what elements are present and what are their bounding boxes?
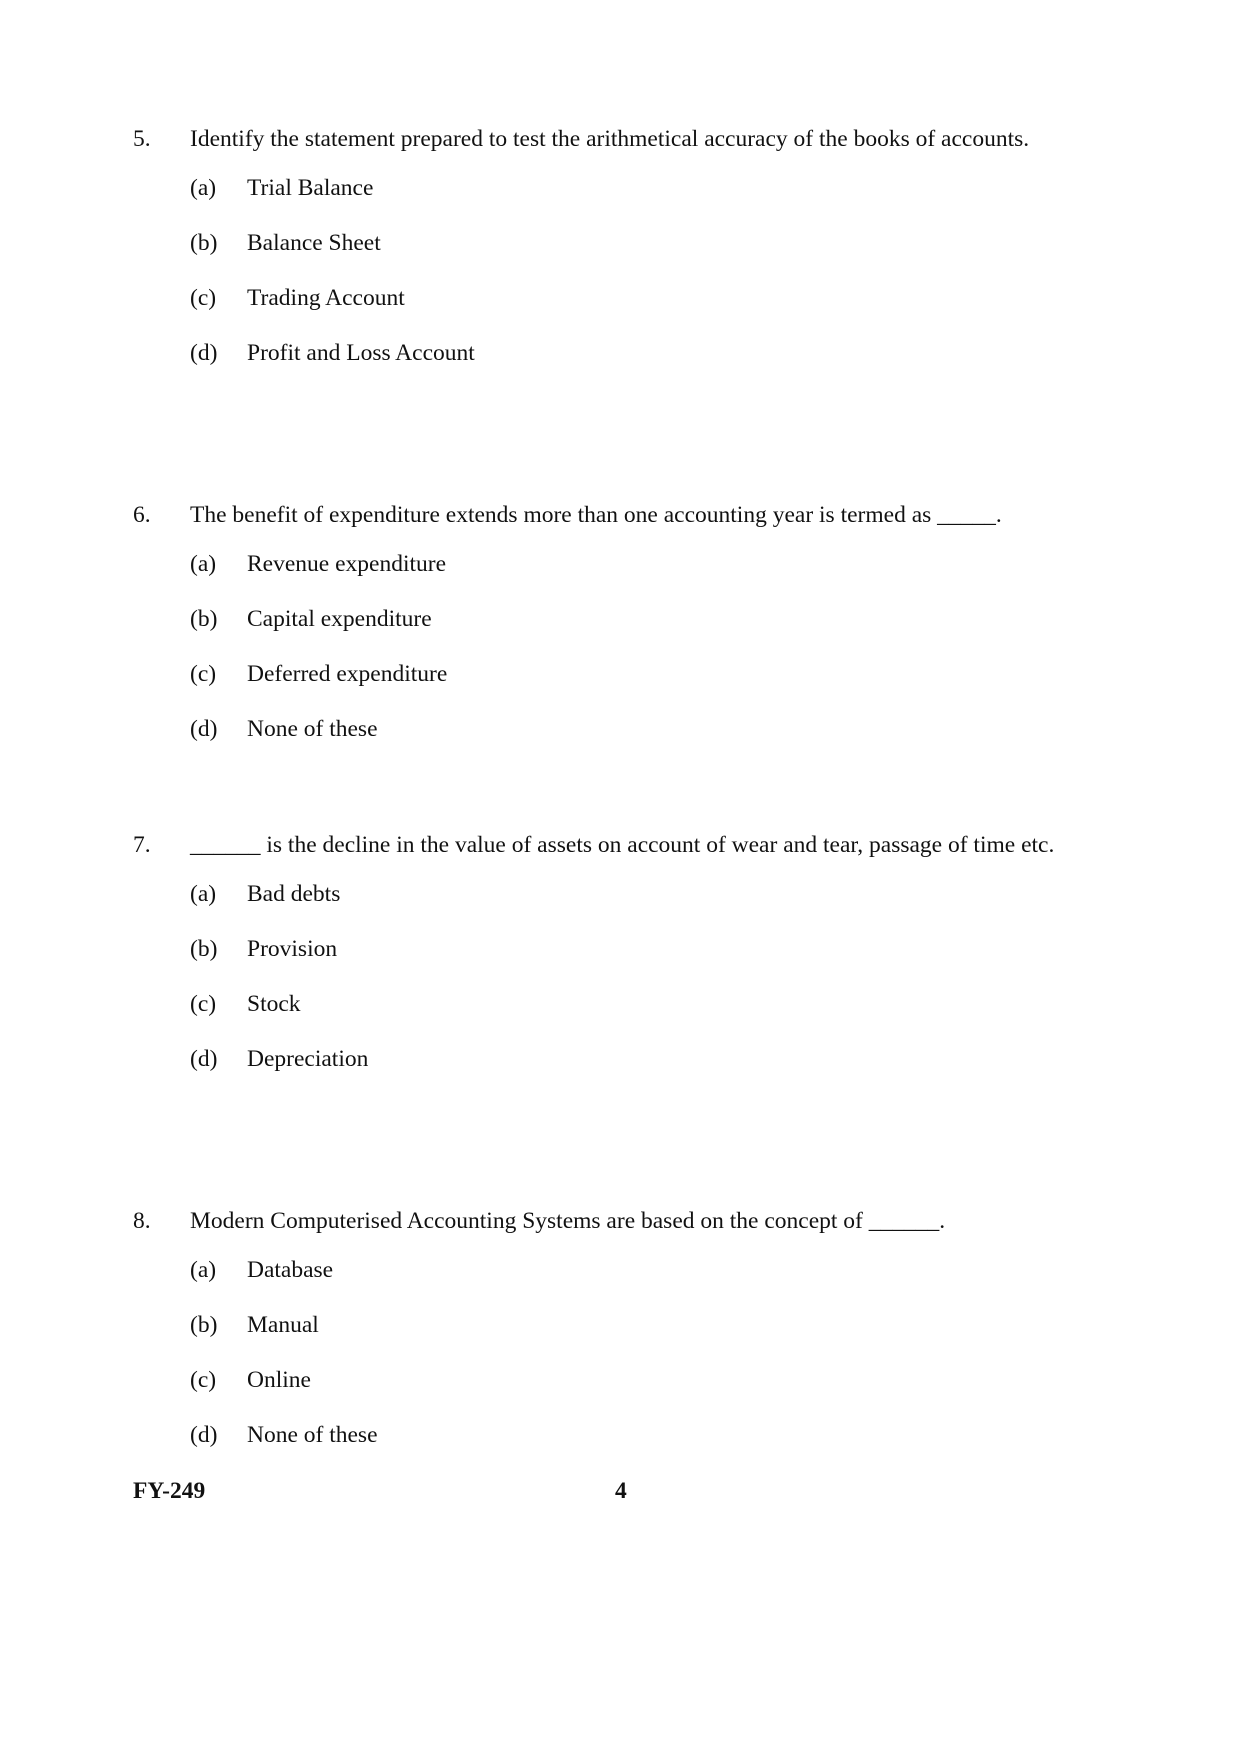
option-text: Database [247,1257,334,1283]
option-b [190,1309,1078,1364]
option-text: Capital expenditure [247,606,432,632]
question-number: 6. [133,502,151,528]
option-a [190,548,1078,603]
option-label: (b) [190,936,218,962]
option-d [190,337,1078,392]
option-b [190,603,1078,658]
paper-code: FY-249 [133,1478,206,1504]
option-text: Bad debts [247,881,341,907]
option-text: Depreciation [247,1046,369,1072]
option-text: Stock [247,991,301,1017]
option-d [190,1043,1078,1098]
option-text: None of these [247,1422,378,1448]
question-stem [133,1199,1078,1243]
option-text: Manual [247,1312,319,1338]
option-text: Revenue expenditure [247,551,447,577]
option-d [190,1419,1078,1474]
option-text: Trial Balance [247,175,374,201]
option-c [190,988,1078,1043]
question-number: 7. [133,832,151,858]
option-label: (d) [190,1422,218,1448]
option-text: None of these [247,716,378,742]
option-a [190,172,1078,227]
option-label: (c) [190,991,217,1017]
question-text: The benefit of expenditure extends more than one accounting year is termed as _____. [190,502,1002,528]
option-text: Online [247,1367,311,1393]
option-a [190,878,1078,933]
option-label: (c) [190,661,217,687]
option-label: (a) [190,551,217,577]
question-7 [133,823,1078,1098]
option-text: Provision [247,936,338,962]
option-label: (a) [190,1257,217,1283]
question-stem [133,493,1078,537]
question-5 [133,117,1078,392]
option-text: Deferred expenditure [247,661,448,687]
option-label: (a) [190,881,217,907]
option-label: (d) [190,716,218,742]
option-label: (a) [190,175,217,201]
question-8 [133,1199,1078,1474]
page-number: 4 [615,1478,627,1504]
question-text: ______ is the decline in the value of assets on account of wear and tear, passage of time etc. [190,832,1055,858]
option-b [190,933,1078,988]
option-label: (c) [190,285,217,311]
question-number: 8. [133,1208,151,1234]
option-c [190,282,1078,337]
option-text: Profit and Loss Account [247,340,475,366]
option-b [190,227,1078,282]
option-a [190,1254,1078,1309]
option-label: (d) [190,340,218,366]
question-text: Identify the statement prepared to test the arithmetical accuracy of the books of accounts. [190,126,1030,152]
option-list [190,548,1078,768]
question-stem [133,117,1078,161]
page-footer [133,1478,1078,1512]
option-label: (c) [190,1367,217,1393]
option-list [190,878,1078,1098]
option-text: Balance Sheet [247,230,381,256]
option-c [190,1364,1078,1419]
question-number: 5. [133,126,151,152]
option-list [190,172,1078,392]
question-6 [133,493,1078,768]
option-label: (b) [190,606,218,632]
question-text: Modern Computerised Accounting Systems are based on the concept of ______. [190,1208,946,1234]
option-d [190,713,1078,768]
option-label: (d) [190,1046,218,1072]
option-c [190,658,1078,713]
question-stem [133,823,1078,867]
option-list [190,1254,1078,1474]
option-text: Trading Account [247,285,405,311]
option-label: (b) [190,1312,218,1338]
option-label: (b) [190,230,218,256]
